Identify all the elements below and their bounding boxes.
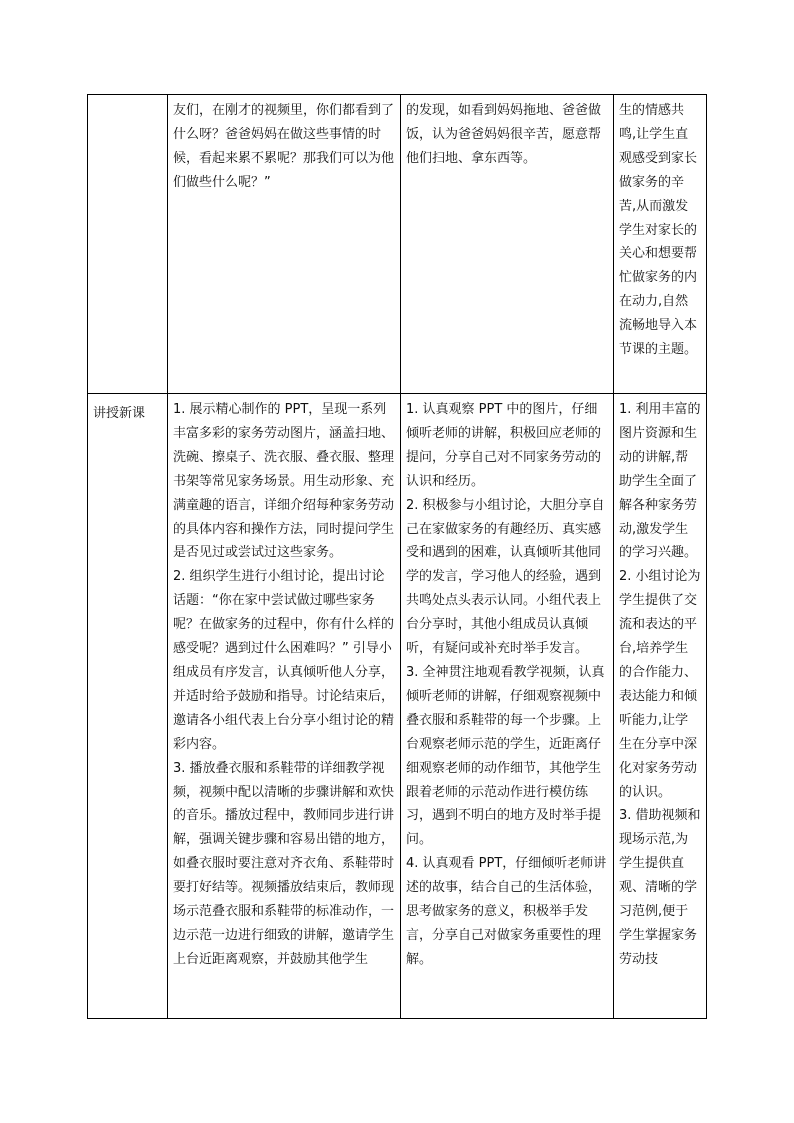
student-activity-item: 3. 全神贯注地观看教学视频，认真倾听老师的讲解，仔细观察视频中叠衣服和系鞋带的每一个步骤。上台观察老师示范的学生，近距离仔细观察老师的动作细节，其他学生跟着老师的示范动作进行模仿练习，遇到不明白的地方及时举手提问。 [406,664,605,848]
stage-cell [88,394,168,1019]
teacher-activity-text: 友们，在刚才的视频里，你们都看到了什么呀？爸爸妈妈在做这些事情的时候，看起来累不累呢？那我们可以为他们做些什么呢？” [173,103,395,190]
teacher-activity-item: 1. 展示精心制作的 PPT，呈现一系列丰富多彩的家务劳动图片，涵盖扫地、洗碗、擦桌子、洗衣服、叠衣服、整理书架等常见家务场景。用生动形象、充满童趣的语言，详细介绍每种家务劳动的具体内容和操作方法，同时提问学生是否见过或尝试过这些家务。 [173,402,395,561]
stage-label: 讲授新课 [93,406,146,421]
student-activity-item: 4. 认真观看 PPT，仔细倾听老师讲述的故事，结合自己的生活体验，思考做家务的意义，积极举手发言，分享自己对做家务重要性的理解。 [406,856,607,967]
student-activity-cell [401,95,614,394]
lesson-plan-table [87,94,707,1019]
teacher-activity-item: 2. 组织学生进行小组讨论，提出讨论话题：“你在家中尝试做过哪些家务呢？在做家务的过程中，你有什么样的感受呢？遇到过什么困难吗？” 引导小组成员有序发言，认真倾听他人分享，并适时给予鼓励和指导。讨论结束后，邀请各小组代表上台分享小组讨论的精彩内容。 [173,569,395,752]
design-intent-item: 2. 小组讨论为学生提供了交流和表达的平台,培养学生的合作能力、表达能力和倾听能力,让学生在分享中深化对家务劳动的认识。 [619,569,701,800]
student-activity-text: 的发现，如看到妈妈拖地、爸爸做饭，认为爸爸妈妈很辛苦，愿意帮他们扫地、拿东西等。 [406,103,602,166]
stage-label [93,99,162,103]
teacher-activity-cell [168,95,401,394]
stage-cell [88,95,168,394]
design-intent-cell [614,95,707,394]
design-intent-item: 3. 借助视频和现场示范,为学生提供直观、清晰的学习范例,便于学生掌握家务劳动技 [619,808,701,967]
student-activity-item: 2. 积极参与小组讨论，大胆分享自己在家做家务的有趣经历、真实感受和遇到的困难，认真倾听其他同学的发言，学习他人的经验，遇到共鸣处点头表示认同。小组代表上台分享时，其他小组成员认真倾听，有疑问或补充时举手发言。 [406,497,605,657]
student-activity-item: 1. 认真观察 PPT 中的图片，仔细倾听老师的讲解，积极回应老师的提问，分享自己对不同家务劳动的认识和经历。 [406,402,602,489]
teacher-activity-cell [168,394,401,1019]
teacher-activity-item: 3. 播放叠衣服和系鞋带的详细教学视频，视频中配以清晰的步骤讲解和欢快的音乐。播放过程中，教师同步进行讲解，强调关键步骤和容易出错的地方，如叠衣服时要注意对齐衣角、系鞋带时要打好结等。视频播放结束后，教师现场示范叠衣服和系鞋带的标准动作，一边示范一边进行细致的讲解，邀请学生上台近距离观察，并鼓励其他学生 [173,760,395,967]
design-intent-cell [614,394,707,1019]
table-row [88,394,707,1019]
table-row [88,95,707,394]
design-intent-item: 1. 利用丰富的图片资源和生动的讲解,帮助学生全面了解各种家务劳动,激发学生的学习兴趣。 [619,402,701,561]
design-intent-text: 生的情感共鸣,让学生直观感受到家长做家务的辛苦,从而激发学生对家长的关心和想要帮忙做家务的内在动力,自然流畅地导入本节课的主题。 [619,103,698,358]
student-activity-cell [401,394,614,1019]
